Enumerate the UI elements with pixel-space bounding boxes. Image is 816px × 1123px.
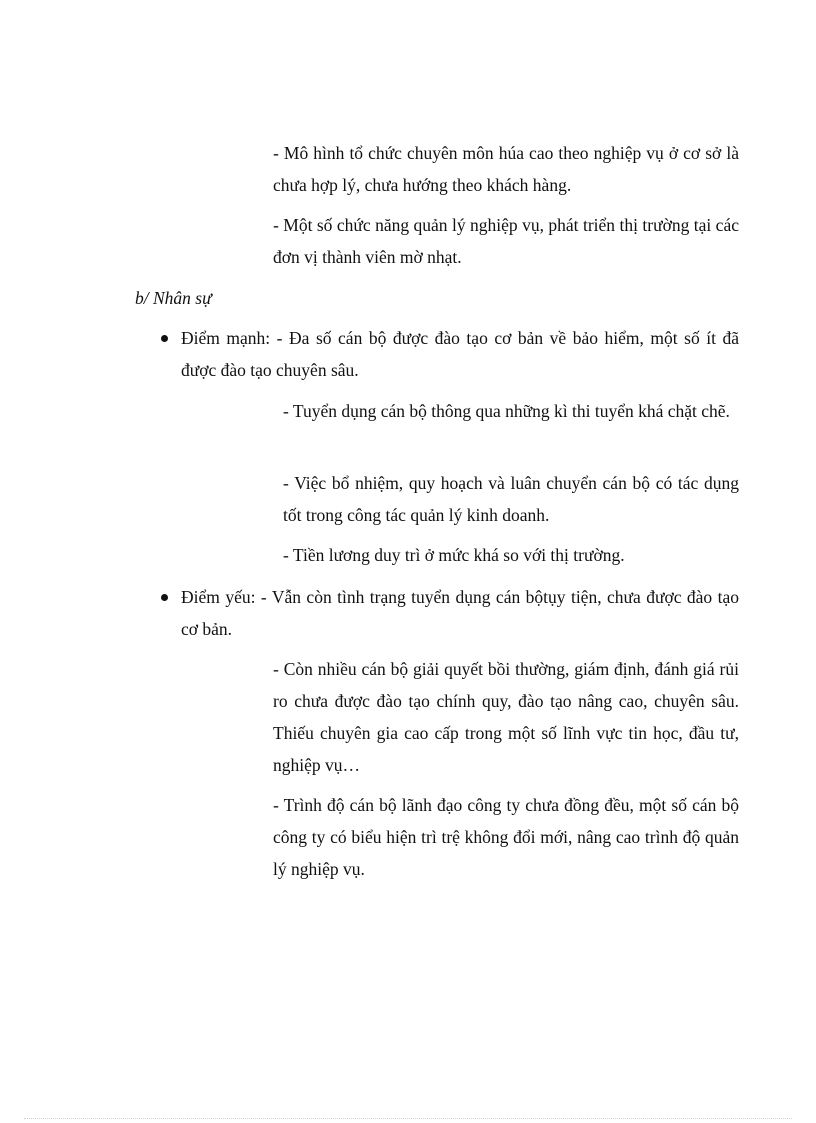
strengths-item-1: - Tuyển dụng cán bộ thông qua những kì thi tuyển khá chặt chẽ.	[283, 401, 730, 421]
org-item-1: - Mô hình tổ chức chuyên môn húa cao theo nghiệp vụ ở cơ sở là chưa hợp lý, chưa hướng theo khách hàng.	[273, 143, 739, 195]
strengths-item-3: - Tiền lương duy trì ở mức khá so với thị trường.	[283, 545, 625, 565]
weaknesses-lead: Điểm yếu: - Vẫn còn tình trạng tuyển dụng cán bộtụy tiện, chưa được đào tạo cơ bản.	[181, 587, 739, 639]
bullet-icon	[161, 594, 168, 601]
org-item-2: - Một số chức năng quản lý nghiệp vụ, phát triển thị trường tại các đơn vị thành viên mờ nhạt.	[273, 215, 739, 267]
page-bottom-divider	[24, 1118, 792, 1119]
weaknesses-item-1: - Còn nhiều cán bộ giải quyết bồi thường, giám định, đánh giá rủi ro chưa được đào tạo chính quy, đào tạo nâng cao, chuyên sâu. Thiếu chuyên gia cao cấp trong một số lĩnh vực tin học, đầu tư, nghiệp vụ…	[273, 659, 739, 775]
section-heading: b/ Nhân sự	[135, 288, 212, 308]
strengths-lead: Điểm mạnh: - Đa số cán bộ được đào tạo cơ bản về bảo hiểm, một số ít đã được đào tạo chuyên sâu.	[181, 328, 739, 380]
weaknesses-item-2: - Trình độ cán bộ lãnh đạo công ty chưa đồng đều, một số cán bộ công ty có biểu hiện trì trệ không đổi mới, nâng cao trình độ quản lý nghiệp vụ.	[273, 795, 739, 879]
strengths-item-2: - Việc bổ nhiệm, quy hoạch và luân chuyển cán bộ có tác dụng tốt trong công tác quản lý kinh doanh.	[283, 473, 739, 525]
bullet-icon	[161, 335, 168, 342]
